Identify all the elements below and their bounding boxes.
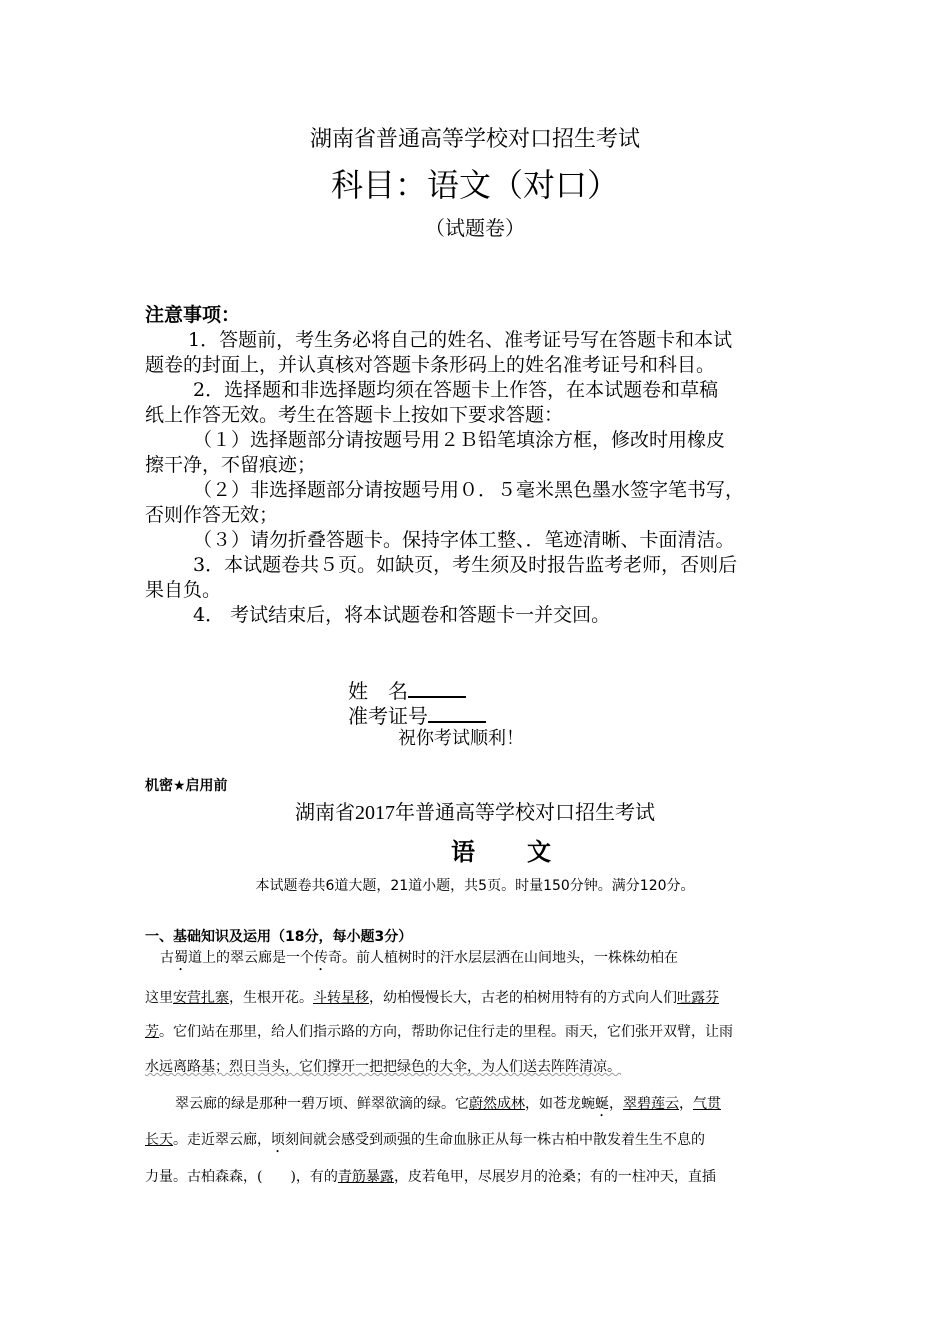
notice-line: （３）请勿折叠答题卡。保持字体工整、．笔迹清晰、卡面清洁。 — [193, 529, 735, 551]
passage-line: 长天。走近翠云廊，顷刻间就会感受到顽强的生命血脉正从每一株古柏中散发着生生不息的 — [145, 1132, 705, 1148]
passage-line: 力量。古柏森森，( )，有的青筋暴露，皮若龟甲，尽展岁月的沧桑；有的一柱冲天，直插 — [145, 1169, 716, 1185]
passage-line: 翠云廊的绿是那种一碧万顷、鲜翠欲滴的绿。它蔚然成林，如苍龙蜿蜒，翠碧莲云，气贯 — [175, 1096, 721, 1112]
notice-line: 3．本试题卷共５页。如缺页，考生须及时报告监考老师，否则后 — [193, 554, 738, 576]
exam-id-blank — [428, 703, 486, 723]
exam-title: 湖南省2017年普通高等学校对口招生考试 — [295, 802, 655, 824]
good-luck-text: 祝你考试顺利！ — [398, 728, 524, 749]
name-blank — [408, 678, 466, 698]
notice-line: 擦干净，不留痕迹； — [145, 454, 317, 476]
notice-line: 4． 考试结束后，将本试题卷和答题卡一并交回。 — [193, 604, 611, 626]
passage-line: 这里安营扎寨，生根开花。斗转星移，幼柏慢慢长大，古老的柏树用特有的方式向人们吐露芬 — [145, 990, 719, 1006]
notice-heading: 注意事项： — [145, 304, 241, 326]
passage-line: 水远离路基；烈日当头，它们撑开一把把绿色的大伞，为人们送去阵阵清凉。 — [145, 1059, 621, 1075]
name-label: 姓 名 — [348, 679, 408, 703]
secret-mark: 机密★启用前 — [145, 778, 228, 794]
notice-line: （１）选择题部分请按题号用２Ｂ铅笔填涂方框，修改时用橡皮 — [193, 429, 726, 451]
section-heading: 一、基础知识及运用（18分，每小题3分） — [145, 929, 413, 945]
exam-info: 本试题卷共6道大题，21道小题，共5页。时量150分钟。满分120分。 — [255, 878, 695, 894]
notice-line: 纸上作答无效。考生在答题卡上按如下要求答题： — [145, 404, 564, 426]
notice-line: 果自负。 — [145, 579, 222, 601]
notice-line: 题卷的封面上，并认真核对答题卡条形码上的姓名准考证号和科目。 — [145, 354, 716, 376]
passage-line: 古蜀道上的翠云廊是一个传奇。前人植树时的汗水层层洒在山间地头，一株株幼柏在 — [160, 950, 678, 966]
cover-paper-label: （试题卷） — [425, 216, 525, 240]
exam-subject: 语文 — [451, 838, 603, 866]
notice-line: 1．答题前，考生务必将自己的姓名、准考证号写在答题卡和本试 — [188, 329, 733, 351]
cover-title: 湖南省普通高等学校对口招生考试 — [309, 127, 640, 152]
exam-id-label: 准考证号 — [348, 704, 428, 728]
notice-line: 2．选择题和非选择题均须在答题卡上作答，在本试题卷和草稿 — [193, 379, 719, 401]
notice-line: 否则作答无效； — [145, 504, 279, 526]
notice-line: （２）非选择题部分请按题号用０．５毫米黑色墨水签字笔书写， — [193, 479, 745, 501]
cover-subject: 科目：语文（对口） — [330, 166, 619, 204]
passage-line: 芳。它们站在那里，给人们指示路的方向，帮助你记住行走的里程。雨天，它们张开双臂，让雨 — [145, 1024, 733, 1040]
